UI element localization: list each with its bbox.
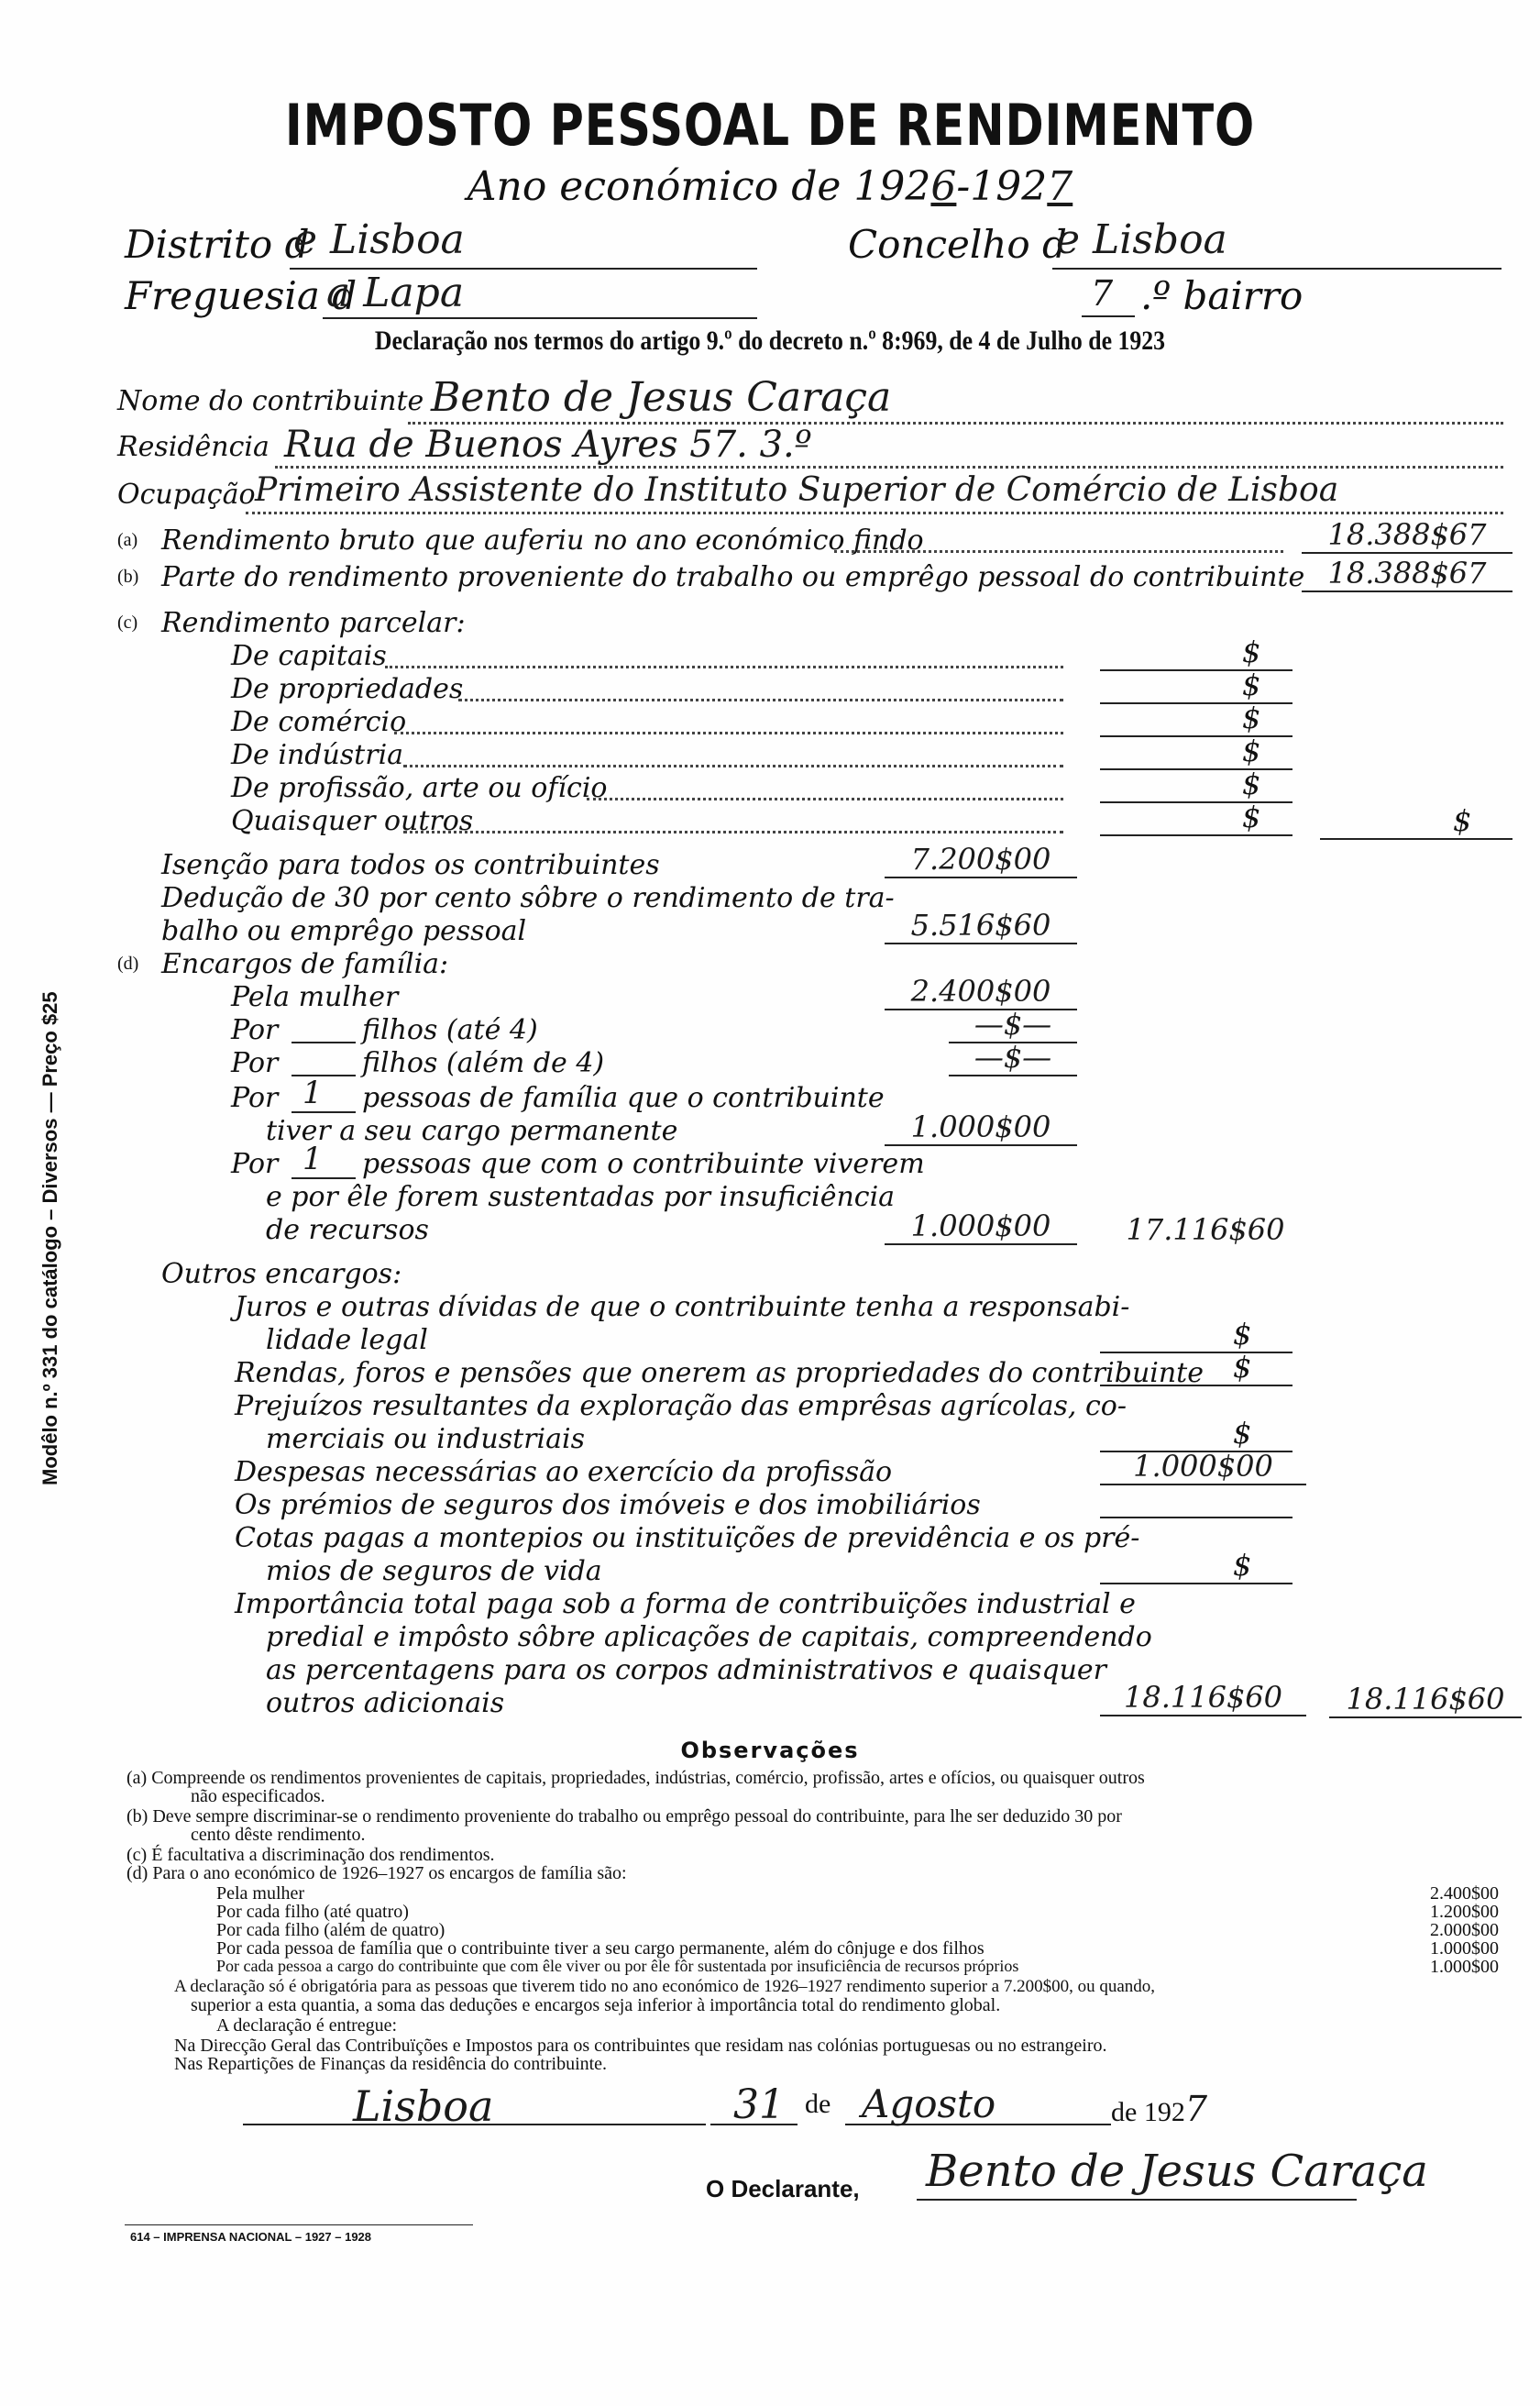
side-catalog-text: Modêlo n.º 331 do catálogo – Diversos — Preço $25 (38, 991, 61, 1485)
juros-line (1100, 1352, 1292, 1353)
c-dollar-3: $ (1242, 734, 1261, 768)
obs-b: (b) Deve sempre discriminar-se o rendimento proveniente do trabalho ou emprêgo pessoal do contribuinte, para lhe ser deduzido 30 por (126, 1806, 1122, 1827)
freguesia-label: Freguesia d (125, 273, 358, 318)
c-item-profissao: De profissão, arte ou ofício (231, 772, 608, 804)
mulher-value[interactable]: 2.400$00 (885, 974, 1077, 1010)
importancia-label-2: predial e impôsto sôbre aplicações de capitais, compreendendo (266, 1621, 1152, 1653)
item-a-marker: (a) (117, 530, 138, 550)
obs-h: Nas Repartições de Finanças da residência do contribuinte. (174, 2054, 608, 2074)
pessoas-label-2: tiver a seu cargo permanente (266, 1115, 678, 1147)
juros-label-2: lidade legal (266, 1324, 428, 1356)
importancia-label-3: as percentagens para os corpos administrativos e quaisquer (266, 1654, 1107, 1686)
deducao-value[interactable]: 5.516$60 (885, 908, 1077, 944)
premios-label: Os prémios de seguros dos imóveis e dos imobiliários (235, 1489, 981, 1521)
distrito-label: Distrito d (125, 222, 310, 267)
item-d-marker: (d) (117, 954, 139, 974)
sustentadas-blank (292, 1177, 356, 1179)
month-value[interactable]: Agosto (862, 2081, 996, 2126)
filhosmais-value[interactable]: —$— (949, 1040, 1077, 1076)
sustentadas-label-2: e por êle forem sustentadas por insuficiência (266, 1181, 896, 1213)
c-dots-0 (385, 666, 1063, 668)
obs-d-item-1-label: Por cada filho (até quatro) (216, 1902, 409, 1922)
c-dots-4 (587, 798, 1063, 800)
juros-dollar: $ (1233, 1317, 1252, 1352)
isencao-label: Isenção para todos os contribuintes (161, 849, 660, 881)
de-label: de (805, 2089, 831, 2119)
signature-value[interactable]: Bento de Jesus Caraça (926, 2146, 1428, 2197)
c-line-0 (1100, 669, 1292, 671)
c-item-capitais: De capitais (231, 640, 387, 672)
year-label (1111, 2089, 1207, 2129)
despesas-value[interactable]: 1.000$00 (1100, 1449, 1306, 1485)
encargos-subtotal-value[interactable]: 17.116$60 (1126, 1212, 1285, 1247)
signature-line (917, 2199, 1357, 2201)
obs-d-item-3-value: 1.000$00 (1430, 1938, 1499, 1959)
obs-d-item-4-label: Por cada pessoa a cargo do contribuinte que com êle viver ou por êle fôr sustentada por insuficiência de recursos próprios (216, 1957, 1019, 1975)
occupation-label: Ocupação (117, 479, 256, 511)
printer-line (125, 2224, 473, 2225)
c-dots-2 (394, 732, 1063, 734)
filhos4-value[interactable]: —$— (949, 1007, 1077, 1043)
c-total-dollar: $ (1453, 803, 1472, 838)
sustentadas-count[interactable]: 1 (302, 1141, 323, 1177)
residence-value[interactable]: Rua de Buenos Ayres 57. 3.º (284, 424, 812, 466)
obs-f: A declaração é entregue: (216, 2015, 398, 2036)
c-dots-5 (403, 831, 1063, 833)
rendas-dollar: $ (1233, 1350, 1252, 1385)
occupation-value[interactable]: Primeiro Assistente do Instituto Superior de Comércio de Lisboa (255, 471, 1339, 509)
fiscal-year-mid: -192 (956, 163, 1048, 210)
pessoas-value[interactable]: 1.000$00 (885, 1109, 1077, 1146)
residence-line (275, 466, 1503, 469)
importancia-label-4: outros adicionais (266, 1687, 505, 1719)
form-title: IMPOSTO PESSOAL DE RENDIMENTO (284, 92, 1256, 159)
item-a-label: Rendimento bruto que auferiu no ano económico findo (161, 524, 924, 557)
residence-label: Residência (117, 431, 270, 463)
item-b-label: Parte do rendimento proveniente do trabalho ou emprêgo pessoal do contribuinte (161, 561, 1305, 593)
cotas-line (1100, 1583, 1292, 1584)
c-line-5 (1100, 834, 1292, 836)
mulher-label: Pela mulher (231, 981, 399, 1013)
obs-d-item-3-label: Por cada pessoa de família que o contribuinte tiver a seu cargo permanente, além do cônjuge e dos filhos (216, 1938, 984, 1959)
total-value[interactable]: 18.116$60 (1329, 1682, 1522, 1718)
c-line-3 (1100, 768, 1292, 770)
bairro-value[interactable]: 7 (1091, 273, 1114, 314)
cotas-dollar: $ (1233, 1548, 1252, 1583)
outros-encargos-label: Outros encargos: (161, 1258, 402, 1290)
c-dots-3 (403, 765, 1063, 767)
pessoas-por: Por (231, 1082, 279, 1114)
observacoes-title: Observações (680, 1738, 860, 1763)
freguesia-value[interactable]: a Lapa (326, 270, 465, 316)
juros-label-1: Juros e outras dívidas de que o contribuinte tenha a responsabi- (235, 1291, 1130, 1323)
pessoas-label-1: pessoas de família que o contribuinte (362, 1082, 885, 1114)
year-label-text: de 192 (1111, 2097, 1185, 2127)
c-dollar-0: $ (1242, 635, 1261, 669)
name-label: Nome do contribuinte (117, 385, 424, 417)
place-value[interactable]: Lisboa (353, 2081, 494, 2131)
item-a-dots (834, 550, 1283, 553)
bairro-label: .º bairro (1140, 273, 1304, 318)
fiscal-year (0, 163, 1540, 210)
c-line-4 (1100, 801, 1292, 803)
c-dollar-5: $ (1242, 800, 1261, 834)
importancia-label-1: Importância total paga sob a forma de contribuïções industrial e (235, 1588, 1136, 1620)
obs-a2: não especificados. (191, 1786, 325, 1806)
obs-d: (d) Para o ano económico de 1926–1927 os encargos de família são: (126, 1863, 627, 1883)
obs-c: (c) É facultativa a discriminação dos rendimentos. (126, 1845, 495, 1865)
c-dots-1 (458, 699, 1063, 701)
bairro-line (1082, 315, 1135, 317)
name-value[interactable]: Bento de Jesus Caraça (431, 374, 892, 421)
despesas-label: Despesas necessárias ao exercício da profissão (235, 1456, 893, 1488)
rendas-label: Rendas, foros e pensões que onerem as propriedades do contribuinte (235, 1357, 1204, 1389)
c-line-2 (1100, 735, 1292, 737)
c-item-propriedades: De propriedades (231, 673, 464, 705)
sustentadas-label-1: pessoas que com o contribuinte viverem (362, 1148, 925, 1180)
obs-d-item-0-label: Pela mulher (216, 1883, 305, 1904)
fiscal-year-prefix: Ano económico de 192 (467, 163, 931, 210)
c-dollar-4: $ (1242, 767, 1261, 801)
filhos4-por: Por (231, 1014, 279, 1046)
distrito-value[interactable]: e Lisboa (293, 216, 465, 263)
obs-e2: superior a esta quantia, a soma das deduções e encargos seja inferior à importância total do rendimento global. (191, 1995, 1001, 2015)
c-dollar-2: $ (1242, 701, 1261, 735)
pessoas-blank (292, 1111, 356, 1113)
deducao-label-2: balho ou emprêgo pessoal (161, 915, 527, 947)
c-total-line (1320, 838, 1512, 840)
item-b-value[interactable]: 18.388$67 (1302, 556, 1512, 592)
pessoas-count[interactable]: 1 (302, 1075, 323, 1111)
obs-d-item-2-value: 2.000$00 (1430, 1920, 1499, 1940)
rendas-line (1100, 1385, 1292, 1386)
obs-d-item-2-label: Por cada filho (além de quatro) (216, 1920, 446, 1940)
premios-line (1100, 1517, 1292, 1518)
declarante-label: O Declarante, (706, 2175, 860, 2202)
c-item-industria: De indústria (231, 739, 404, 771)
item-c-label: Rendimento parcelar: (161, 607, 466, 639)
filhosmais-label: filhos (além de 4) (362, 1047, 605, 1079)
obs-e1: A declaração só é obrigatória para as pessoas que tiverem tido no ano económico de 1926–1927 rendimento superior a 7.200$00, ou quando, (174, 1977, 1156, 1996)
occupation-line (246, 512, 1503, 514)
importancia-value[interactable]: 18.116$60 (1100, 1680, 1306, 1716)
item-a-value[interactable]: 18.388$67 (1302, 517, 1512, 554)
sustentadas-label-3: de recursos (266, 1214, 429, 1246)
day-value[interactable]: 31 (733, 2081, 785, 2128)
c-item-outros: Quaisquer outros (231, 805, 474, 837)
obs-d-item-1-value: 1.200$00 (1430, 1902, 1499, 1922)
c-dollar-1: $ (1242, 668, 1261, 702)
concelho-value[interactable]: e Lisboa (1056, 216, 1227, 263)
item-b-marker: (b) (117, 567, 139, 587)
cotas-label-1: Cotas pagas a montepios ou instituïções de previdência e os pré- (235, 1522, 1140, 1554)
year-hw[interactable]: 7 (1184, 2089, 1208, 2129)
filhos4-label: filhos (até 4) (362, 1014, 538, 1046)
concelho-label: Concelho d (848, 222, 1067, 267)
obs-b2: cento dêste rendimento. (191, 1825, 366, 1845)
filhosmais-blank (292, 1075, 356, 1076)
prejuizos-dollar: $ (1233, 1416, 1252, 1451)
deducao-label-1: Dedução de 30 por cento sôbre o rendimento de tra- (161, 882, 895, 914)
item-c-marker: (c) (117, 613, 138, 633)
obs-d-item-4-value: 1.000$00 (1430, 1957, 1499, 1977)
freguesia-line (323, 317, 757, 319)
filhos4-blank (292, 1042, 356, 1043)
concelho-line (1052, 268, 1502, 270)
item-d-label: Encargos de família: (161, 948, 449, 980)
prejuizos-label-1: Prejuízos resultantes da exploração das emprêsas agrícolas, co- (235, 1390, 1127, 1422)
filhosmais-por: Por (231, 1047, 279, 1079)
printer-note: 614 – IMPRENSA NACIONAL – 1927 – 1928 (130, 2230, 372, 2244)
obs-d-item-0-value: 2.400$00 (1430, 1883, 1499, 1904)
c-line-1 (1100, 702, 1292, 704)
c-item-comercio: De comércio (231, 706, 407, 738)
obs-a: (a) Compreende os rendimentos provenientes de capitais, propriedades, indústrias, comércio, profissão, artes e ofícios, ou quaisquer outros (126, 1768, 1145, 1788)
fiscal-year-hw1: 6 (930, 163, 957, 210)
isencao-value[interactable]: 7.200$00 (885, 842, 1077, 878)
sustentadas-value[interactable]: 1.000$00 (885, 1209, 1077, 1245)
sustentadas-por: Por (231, 1148, 279, 1180)
fiscal-year-hw2: 7 (1047, 163, 1073, 210)
cotas-label-2: mios de seguros de vida (266, 1555, 602, 1587)
prejuizos-label-2: merciais ou industriais (266, 1423, 585, 1455)
obs-g: Na Direcção Geral das Contribuïções e Impostos para os contribuintes que residam nas colónias portuguesas ou no estrangeiro. (174, 2036, 1107, 2056)
decree-line: Declaração nos termos do artigo 9.º do decreto n.º 8:969, de 4 de Julho de 1923 (374, 326, 1166, 356)
